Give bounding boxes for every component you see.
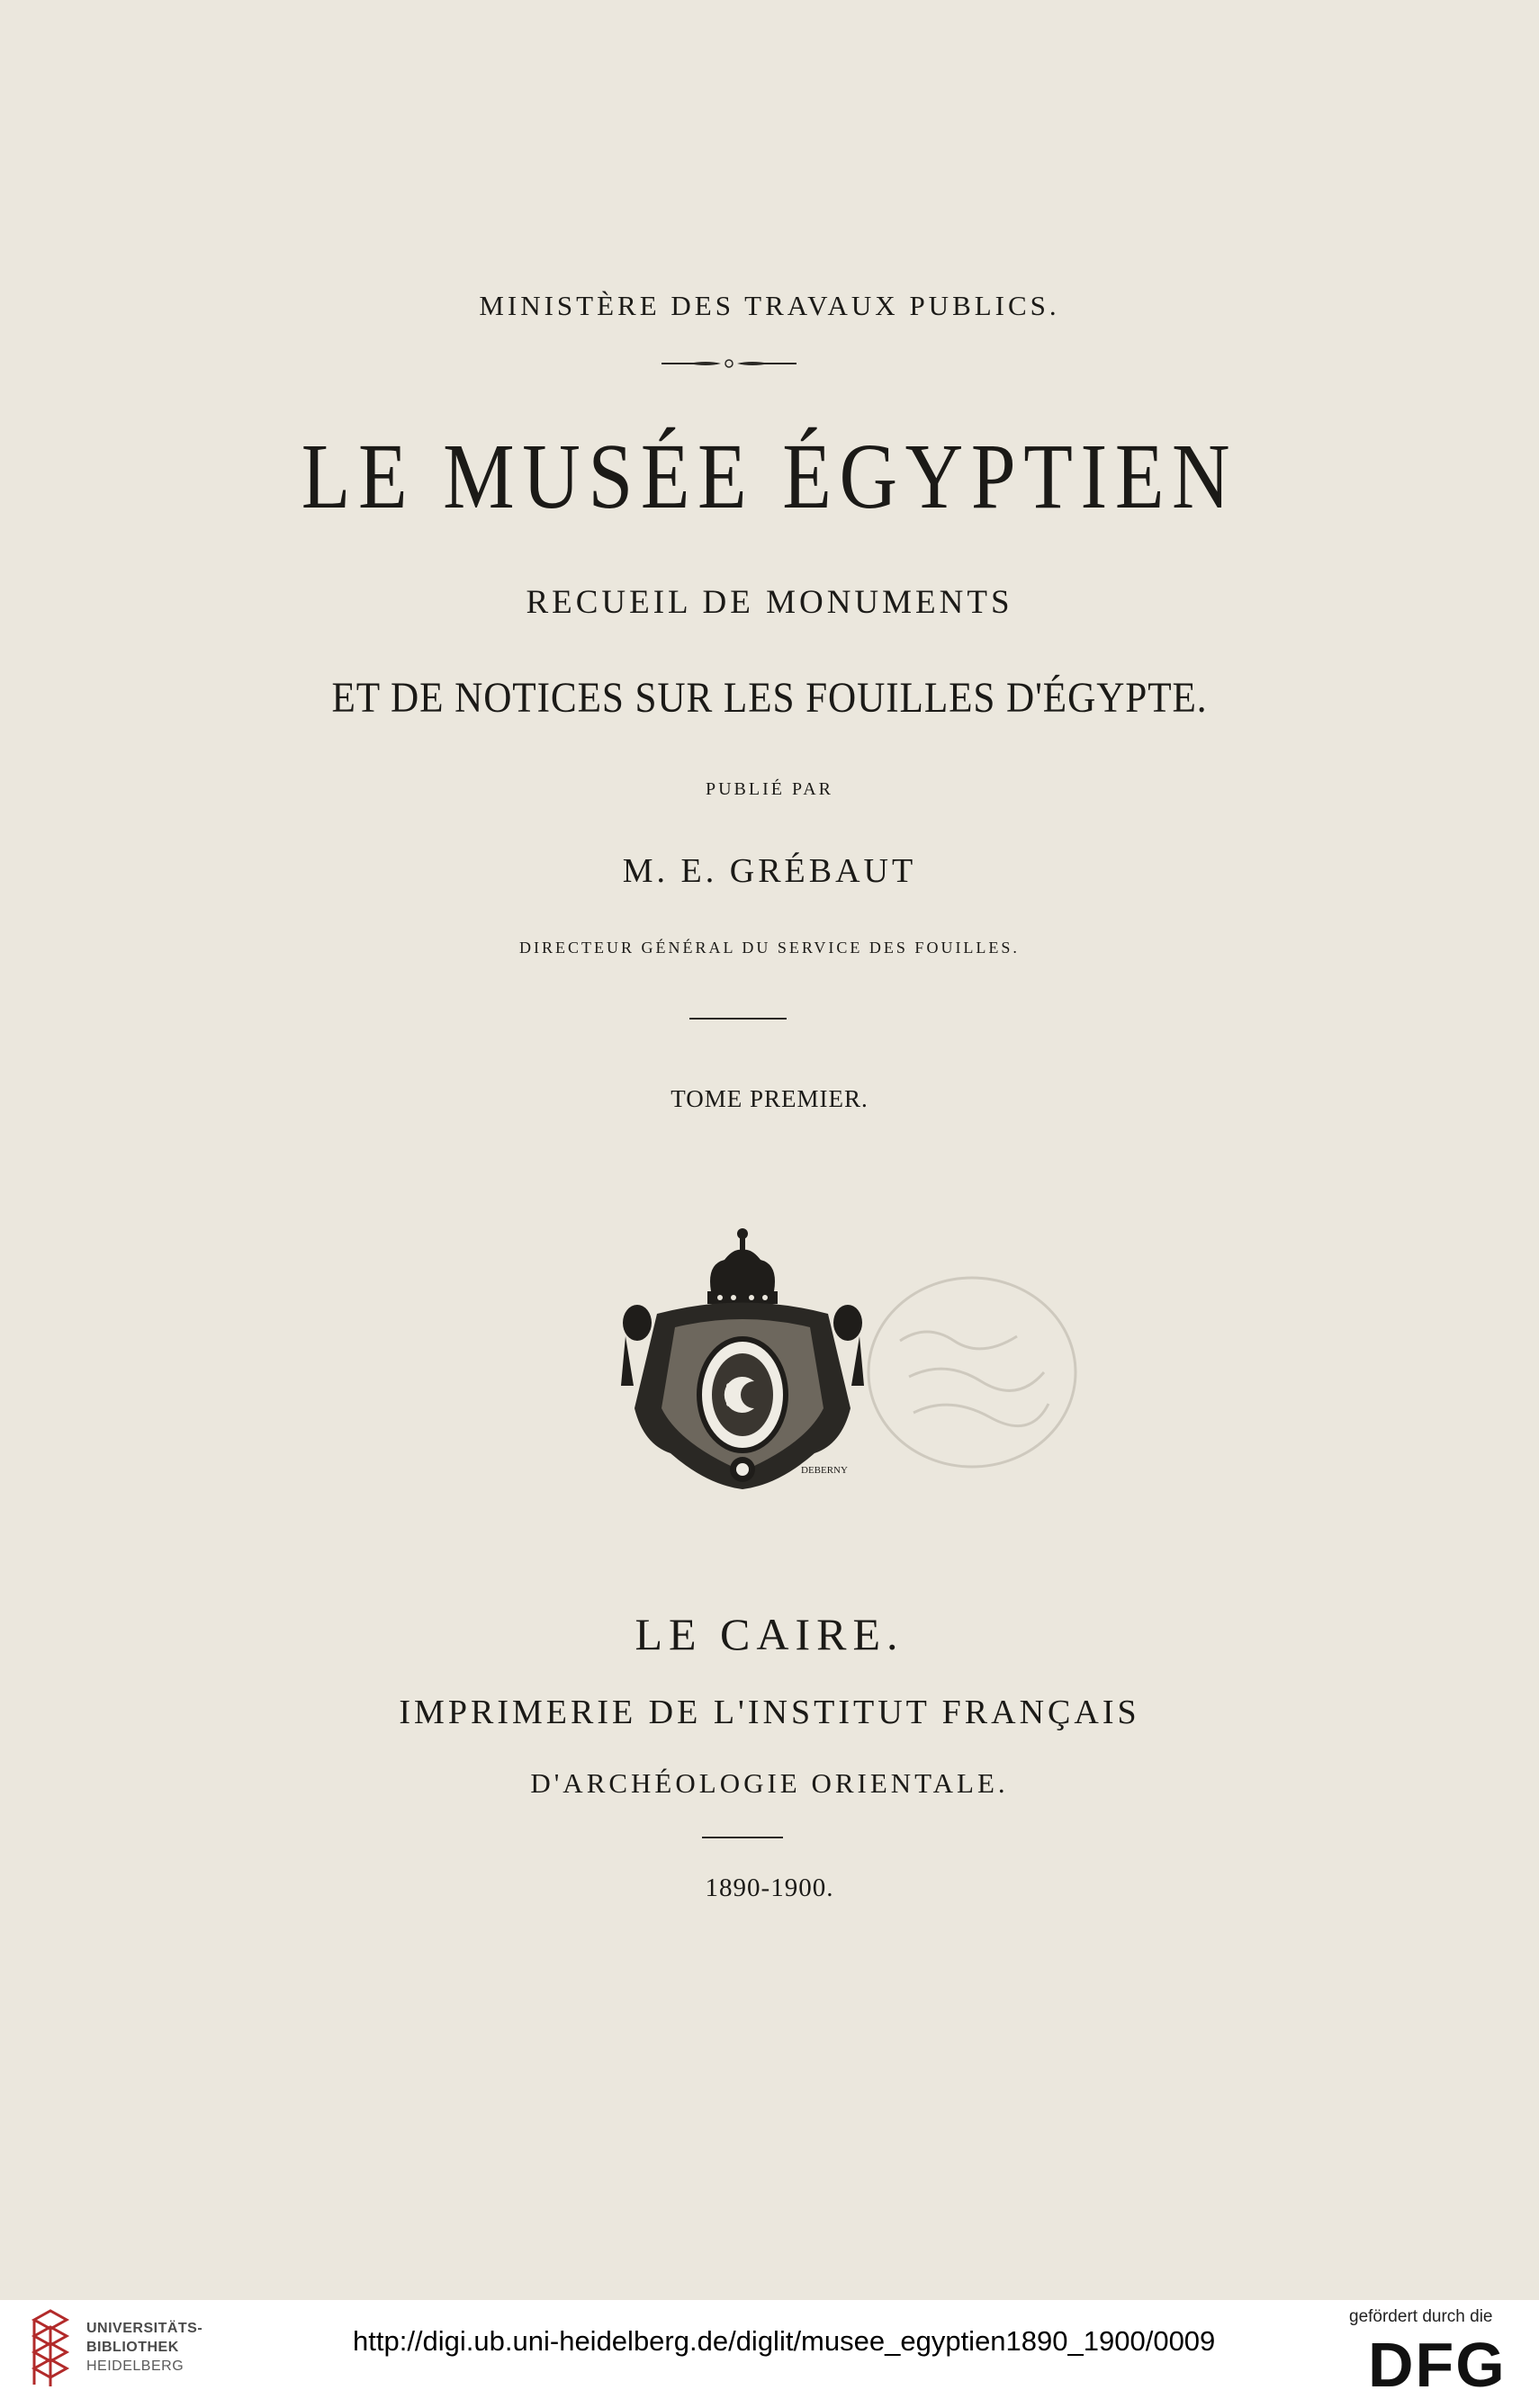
publication-years: 1890-1900. [705, 1873, 834, 1902]
coat-of-arms-icon [621, 1228, 864, 1494]
library-name-line-2: BIBLIOTHEK [86, 2340, 179, 2355]
funding-caption: gefördert durch die [1349, 2307, 1493, 2326]
library-name-line-3: HEIDELBERG [86, 2359, 184, 2374]
divider-rule [689, 1018, 787, 1020]
author-role: DIRECTEUR GÉNÉRAL DU SERVICE DES FOUILLES. [519, 939, 1020, 957]
dfg-logo: DFG [1368, 2330, 1507, 2400]
library-stamp-icon [864, 1269, 1080, 1476]
printer-name: IMPRIMERIE DE L'INSTITUT FRANÇAIS [399, 1694, 1140, 1731]
printer-name-continued: D'ARCHÉOLOGIE ORIENTALE. [530, 1767, 1009, 1799]
subtitle-line-2: ET DE NOTICES SUR LES FOUILLES D'ÉGYPTE. [331, 674, 1208, 722]
published-by: PUBLIÉ PAR [705, 779, 834, 799]
ornament-divider-icon [662, 357, 796, 370]
university-library-name [86, 2319, 202, 2376]
ministry-heading: MINISTÈRE DES TRAVAUX PUBLICS. [479, 290, 1060, 321]
subtitle-line-1: RECUEIL DE MONUMENTS [526, 584, 1013, 621]
divider-rule-2 [702, 1837, 783, 1838]
volume-label: TOME PREMIER. [670, 1085, 868, 1112]
author-name: M. E. GRÉBAUT [622, 852, 917, 890]
imprint-city: LE CAIRE. [634, 1609, 904, 1659]
engraver-signature: DEBERNY [801, 1465, 848, 1476]
library-name-line-1: UNIVERSITÄTS- [86, 2321, 203, 2336]
book-title: LE MUSÉE ÉGYPTIEN [301, 425, 1238, 528]
university-library-logo-icon [31, 2309, 72, 2388]
permalink-url[interactable]: http://digi.ub.uni-heidelberg.de/diglit/musee_egyptien1890_1900/0009 [353, 2325, 1216, 2357]
